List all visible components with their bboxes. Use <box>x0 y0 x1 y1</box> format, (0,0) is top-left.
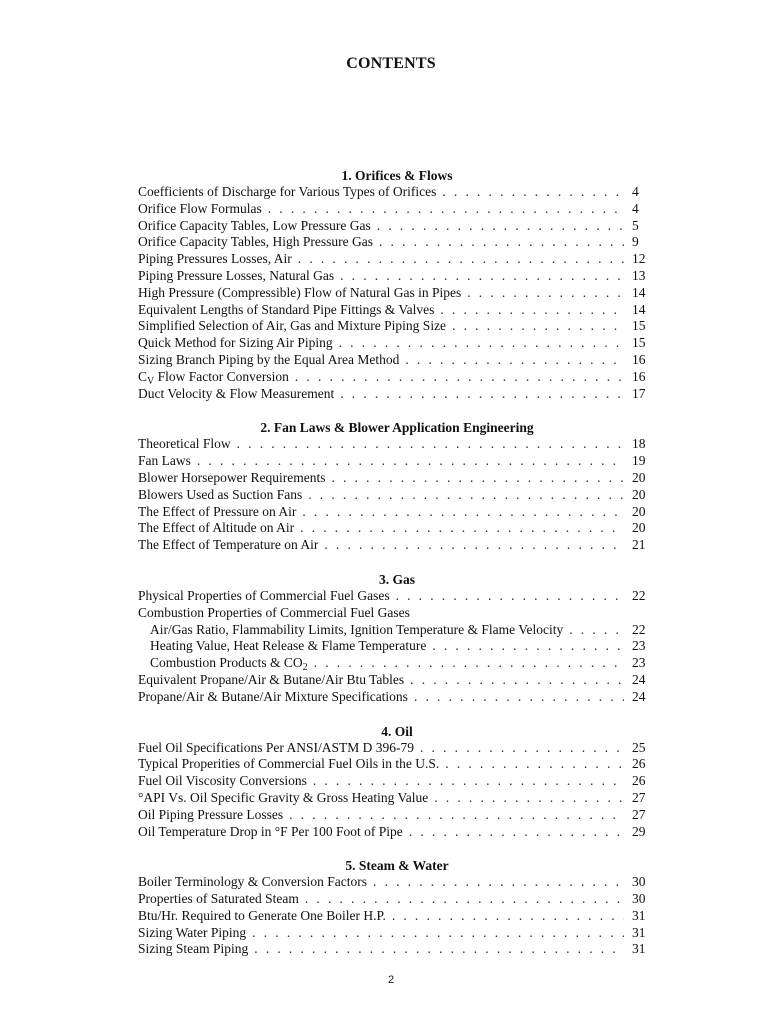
toc-entry[interactable] <box>138 689 656 706</box>
toc-entry[interactable] <box>138 335 656 352</box>
toc-section <box>138 167 656 402</box>
toc-section <box>138 857 656 958</box>
toc-page-number: 15 <box>632 318 646 334</box>
dot-leader <box>237 436 624 453</box>
toc-page-number: 14 <box>632 301 646 317</box>
section-heading: 5. Steam & Water <box>345 858 449 874</box>
dot-leader <box>340 386 624 403</box>
toc-page-number: 29 <box>632 823 646 839</box>
dot-leader <box>432 638 624 655</box>
dot-leader <box>452 318 624 335</box>
toc-page-number: 24 <box>632 671 646 687</box>
toc-entry[interactable] <box>138 302 656 319</box>
toc-entry[interactable] <box>138 773 656 790</box>
toc-entry[interactable] <box>138 672 656 689</box>
dot-leader <box>377 218 624 235</box>
toc-entry-title: Typical Properities of Commercial Fuel Oils in the U.S. <box>138 756 440 772</box>
dot-leader <box>308 487 624 504</box>
dot-leader <box>300 520 624 537</box>
toc-page-number: 9 <box>632 234 639 250</box>
toc-page-number: 22 <box>632 587 646 603</box>
toc-page-number: 26 <box>632 773 646 789</box>
dot-leader <box>405 352 624 369</box>
dot-leader <box>339 335 624 352</box>
dot-leader <box>396 588 624 605</box>
toc-entry[interactable] <box>138 622 656 639</box>
page-number: 2 <box>387 974 395 986</box>
dot-leader <box>392 908 624 925</box>
toc-entry[interactable] <box>138 807 656 824</box>
toc-entry-title: Sizing Steam Piping <box>138 941 249 957</box>
toc-entry[interactable] <box>138 891 656 908</box>
toc-entry[interactable] <box>138 925 656 942</box>
toc-page-number: 22 <box>632 621 646 637</box>
toc-entry[interactable] <box>138 756 656 773</box>
toc-entry[interactable] <box>138 487 656 504</box>
toc-page-number: 14 <box>632 284 646 300</box>
subscript: 2 <box>302 662 308 674</box>
dot-leader <box>252 925 624 942</box>
toc-entry-title: Piping Pressure Losses, Natural Gas <box>138 267 335 283</box>
toc-entry[interactable] <box>138 201 656 218</box>
section-heading: 1. Orifices & Flows <box>341 168 453 183</box>
toc-page-number: 21 <box>632 537 646 553</box>
toc-entry[interactable] <box>138 268 656 285</box>
toc-page-number: 31 <box>632 907 646 923</box>
toc-page-number: 20 <box>632 503 646 519</box>
toc-entry-title: Fuel Oil Specifications Per ANSI/ASTM D 396-79 <box>138 739 414 755</box>
toc-entry[interactable] <box>138 941 656 958</box>
toc-page-number: 30 <box>632 891 646 907</box>
toc-entry-title: °API Vs. Oil Specific Gravity & Gross Heating Value <box>138 789 429 805</box>
dot-leader <box>410 672 624 689</box>
toc-entry-title: Piping Pressures Losses, Air <box>138 251 292 267</box>
dot-leader <box>313 773 624 790</box>
toc-entry[interactable] <box>138 520 656 537</box>
page-title: CONTENTS <box>346 55 436 72</box>
toc-page-number: 27 <box>632 789 646 805</box>
dot-leader <box>305 891 624 908</box>
toc-page-number: 4 <box>632 200 639 216</box>
dot-leader <box>467 285 624 302</box>
toc-entry-title: Combustion Properties of Commercial Fuel Gases <box>138 604 410 620</box>
toc-entry[interactable] <box>138 790 656 807</box>
toc-entry[interactable] <box>138 655 656 672</box>
toc-section <box>138 723 656 841</box>
toc-page-number: 30 <box>632 874 646 890</box>
toc-entry[interactable] <box>138 251 656 268</box>
toc-page-number: 20 <box>632 469 646 485</box>
toc-page-number: 4 <box>632 184 639 199</box>
subscript: V <box>147 375 155 387</box>
toc-entry-title: Oil Temperature Drop in °F Per 100 Foot of Pipe <box>138 823 403 839</box>
dot-leader <box>197 453 624 470</box>
toc-entry-title: The Effect of Pressure on Air <box>138 503 297 519</box>
toc-entry-title: Fuel Oil Viscosity Conversions <box>138 773 307 789</box>
toc-page-number: 27 <box>632 806 646 822</box>
toc-entry-title: Blowers Used as Suction Fans <box>138 486 303 502</box>
toc-entry-title: Fan Laws <box>138 453 191 469</box>
toc-entry-title: Sizing Branch Piping by the Equal Area Method <box>138 351 400 367</box>
toc-page-number: 23 <box>632 638 646 654</box>
toc-entry-title: Combustion Products & $CO_2$ <box>150 655 308 674</box>
toc-entry-title: Properties of Saturated Steam <box>138 891 299 907</box>
dot-leader <box>302 504 624 521</box>
toc-entry-title: Sizing Water Piping <box>138 924 247 940</box>
toc-entry-title: $C_V$ Flow Factor Conversion <box>138 368 289 387</box>
toc-page-number: 26 <box>632 756 646 772</box>
toc-page-number: 13 <box>632 267 646 283</box>
toc-page-number: 18 <box>632 436 646 452</box>
toc-entry[interactable] <box>138 638 656 655</box>
toc-entry[interactable] <box>138 453 656 470</box>
toc-entry-title: Oil Piping Pressure Losses <box>138 806 284 822</box>
dot-leader <box>324 537 624 554</box>
toc-entry-title: Coefficients of Discharge for Various Types of Orifices <box>138 184 437 199</box>
toc-entry[interactable] <box>138 234 656 251</box>
toc-page-number: 24 <box>632 688 646 704</box>
toc-entry-title: Orifice Flow Formulas <box>138 200 262 216</box>
dot-leader <box>340 268 624 285</box>
toc-entry[interactable] <box>138 537 656 554</box>
section-heading: 3. Gas <box>378 571 415 587</box>
toc-page-number: 15 <box>632 335 646 351</box>
toc-section <box>138 571 656 706</box>
dot-leader <box>295 369 624 386</box>
toc-entry-title: Boiler Terminology & Conversion Factors <box>138 874 368 890</box>
toc-entry-title: Quick Method for Sizing Air Piping <box>138 335 333 351</box>
toc-entry-title: Propane/Air & Butane/Air Mixture Specifications <box>138 688 408 704</box>
dot-leader <box>298 251 624 268</box>
toc-entry[interactable] <box>138 740 656 757</box>
toc-entry-title: Orifice Capacity Tables, Low Pressure Gas <box>138 217 371 233</box>
dot-leader <box>414 689 624 706</box>
toc-entry[interactable] <box>138 504 656 521</box>
toc-page-number: 19 <box>632 453 646 469</box>
dot-leader <box>440 302 624 319</box>
toc-entry[interactable] <box>138 218 656 235</box>
toc-entry[interactable] <box>138 874 656 891</box>
toc-entry[interactable] <box>138 470 656 487</box>
toc-entry[interactable] <box>138 386 656 403</box>
dot-leader <box>434 790 624 807</box>
dot-leader <box>379 234 624 251</box>
section-heading: 2. Fan Laws & Blower Application Engineering <box>260 420 534 436</box>
dot-leader <box>268 201 624 218</box>
dot-leader <box>569 622 624 639</box>
toc-section <box>138 419 656 554</box>
toc-entry[interactable] <box>138 369 656 386</box>
toc-entry-title: Theoretical Flow <box>138 436 231 452</box>
toc-entry-title: Physical Properties of Commercial Fuel Gases <box>138 587 390 603</box>
toc-page-number: 12 <box>632 251 646 267</box>
dot-leader <box>442 184 624 201</box>
toc-entry[interactable] <box>138 588 656 605</box>
toc-entry[interactable] <box>138 908 656 925</box>
toc-entry[interactable] <box>138 436 656 453</box>
toc-entry-title: Air/Gas Ratio, Flammability Limits, Ignition Temperature & Flame Velocity <box>150 621 564 637</box>
dot-leader <box>373 874 624 891</box>
toc-entry-title: The Effect of Temperature on Air <box>138 537 319 553</box>
dot-leader <box>254 941 624 958</box>
toc-entry-title: Simplified Selection of Air, Gas and Mixture Piping Size <box>138 318 447 334</box>
toc-entry-title: Heating Value, Heat Release & Flame Temperature <box>150 638 427 654</box>
toc-entry[interactable] <box>138 285 656 302</box>
toc-entry-title: Blower Horsepower Requirements <box>138 469 326 485</box>
dot-leader <box>289 807 624 824</box>
toc-page-number: 5 <box>632 217 639 233</box>
toc-entry-title: Equivalent Propane/Air & Butane/Air Btu Tables <box>138 671 405 687</box>
toc-entry[interactable] <box>138 824 656 841</box>
section-heading: 4. Oil <box>381 723 413 739</box>
dot-leader <box>409 824 624 841</box>
toc-page-number: 16 <box>632 351 646 367</box>
toc-page-number: 17 <box>632 385 646 401</box>
dot-leader <box>445 756 624 773</box>
toc-entry-title: Equivalent Lengths of Standard Pipe Fittings & Valves <box>138 301 435 317</box>
dot-leader <box>314 655 624 672</box>
toc-entry-title: High Pressure (Compressible) Flow of Natural Gas in Pipes <box>138 284 462 300</box>
toc-page-number: 31 <box>632 924 646 940</box>
toc-entry[interactable] <box>138 605 656 622</box>
toc-entry-title: Duct Velocity & Flow Measurement <box>138 385 335 401</box>
toc-entry-title: Orifice Capacity Tables, High Pressure Gas <box>138 234 373 250</box>
toc-page-number: 20 <box>632 486 646 502</box>
toc-entry-title: The Effect of Altitude on Air <box>138 520 295 536</box>
toc-entry[interactable] <box>138 352 656 369</box>
toc-page-number: 16 <box>632 368 646 384</box>
dot-leader <box>420 740 624 757</box>
toc-entry[interactable] <box>138 318 656 335</box>
toc-page-number: 20 <box>632 520 646 536</box>
toc-entry[interactable] <box>138 184 656 201</box>
toc-page-number: 25 <box>632 739 646 755</box>
toc-page-number: 31 <box>632 941 646 957</box>
table-of-contents <box>138 167 656 958</box>
toc-entry-title: Btu/Hr. Required to Generate One Boiler H.P. <box>138 907 386 923</box>
dot-leader <box>331 470 624 487</box>
toc-page-number: 23 <box>632 655 646 671</box>
